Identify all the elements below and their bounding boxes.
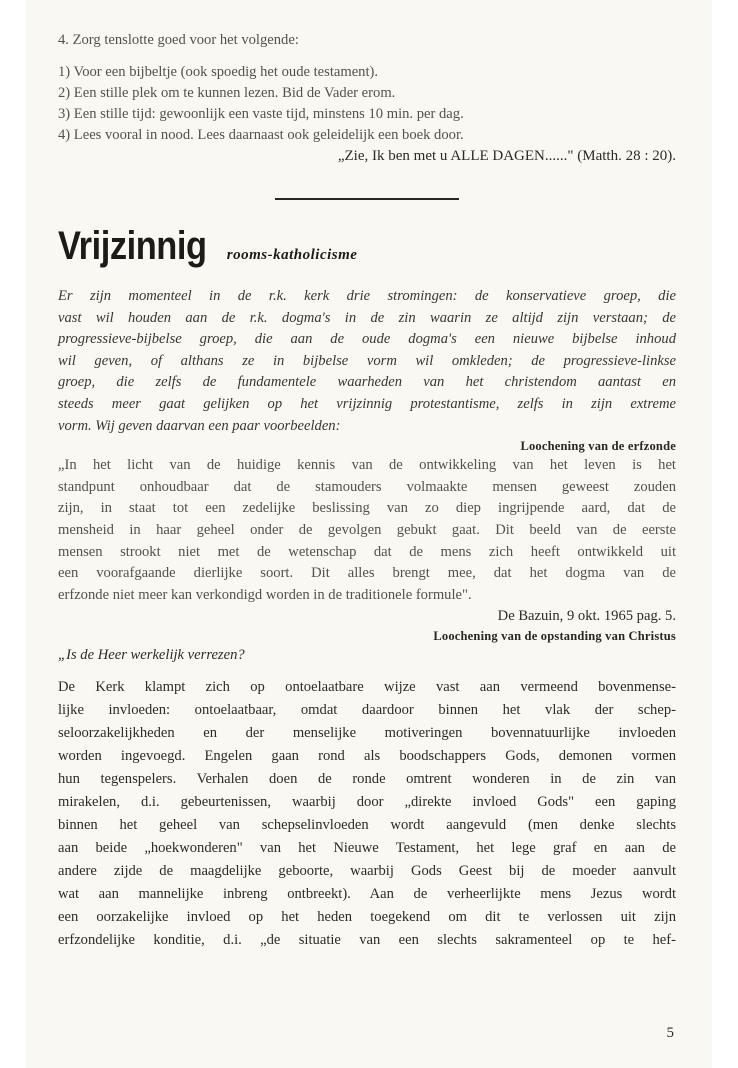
body-line: erfzondelijke konditie, d.i. „de situatie van een slechts sakramenteel op te hef- <box>58 932 676 949</box>
body-line: worden ingevoegd. Engelen gaan rond als boodschappers Gods, demonen vormen <box>58 748 676 765</box>
body-line: mensheid in haar geheel onder de gevolgen gebukt gaat. Dit beeld van de eerste <box>58 521 676 538</box>
body-line: binnen het geheel van schepselinvloeden wordt aangevuld (men denke slechts <box>58 817 676 834</box>
list-item: 2) Een stille plek om te kunnen lezen. Bid de Vader erom. <box>58 85 396 101</box>
body-line: erfzonde niet meer kan verkondigd worden in de traditionele formule". <box>58 586 472 603</box>
body-line: zijn, in staat tot een zedelijke beslissing van zo diep ingrijpende aard, dat de <box>58 500 676 517</box>
body-line: andere zijde de maagdelijke geboorte, waarbij Gods Geest bij de moeder aanvult <box>58 863 676 880</box>
bible-quote: „Zie, Ik ben met u ALLE DAGEN......" (Matth. 28 : 20). <box>337 148 676 164</box>
intro-line: wil geven, of althans ze in bijbelse vorm wil omkleden; de progressieve-linkse <box>58 352 676 369</box>
page-content <box>58 30 676 952</box>
article-headline <box>58 224 676 274</box>
intro-line: groep, die zelfs de fundamentele waarheden van het christendom aantast en <box>58 374 676 391</box>
page-number: 5 <box>666 1025 674 1041</box>
list-item: 4) Lees vooral in nood. Lees daarnaast ook geleidelijk een boek door. <box>58 127 464 143</box>
body-line: De Kerk klampt zich op ontoelaatbare wijze vast aan vermeend bovenmense- <box>58 679 676 696</box>
body-line: standpunt onhoudbaar dat de stamouders volmaakte mensen geweest zouden <box>58 478 676 495</box>
list-item: 1) Voor een bijbeltje (ook spoedig het oude testament). <box>58 64 379 80</box>
section-heading-opstanding: Loochening van de opstanding van Christus <box>433 629 676 644</box>
body-line: seloorzakelijkheden en der menselijke motiveringen bovennatuurlijke invloeden <box>58 725 676 742</box>
body-line: een oorzakelijke invloed op het heden toegekend om dit te verlossen uit zijn <box>58 909 676 926</box>
numbered-point: 4. Zorg tenslotte goed voor het volgende: <box>58 32 299 48</box>
intro-line: vast wil houden aan de r.k. dogma's in de zin waarin ze altijd zijn verstaan; de <box>58 309 676 326</box>
body-line: wat aan mannelijke inbreng ontbreekt). Aan de verheerlijkte mens Jezus wordt <box>58 886 676 903</box>
intro-line: vorm. Wij geven daarvan een paar voorbeelden: <box>58 417 341 434</box>
article-subtitle: rooms-katholicisme <box>226 247 358 263</box>
intro-line: steeds meer gaat gelijken op het vrijzinnig protestantisme, zelfs in zijn extreme <box>58 395 676 412</box>
section-body-opstanding <box>58 676 676 952</box>
body-line: hun tegenspelers. Verhalen doen de ronde omtrent wonderen in de zin van <box>58 771 676 788</box>
document-page <box>26 0 712 1068</box>
advice-list <box>58 62 676 146</box>
body-line: „In het licht van de huidige kennis van de ontwikkeling van het leven is het <box>58 457 676 474</box>
body-line: lijke invloeden: ontoelaatbaar, omdat daardoor binnen het vlak der schep- <box>58 702 676 719</box>
body-line: aan beide „hoekwonderen" van het Nieuwe Testament, het lege graf en aan de <box>58 840 676 857</box>
article-title: Vrijzinnig <box>58 224 207 268</box>
section-question: „Is de Heer werkelijk verrezen? <box>58 647 245 664</box>
body-line: een voorafgaande dierlijke soort. Dit alles brengt mee, dat het dogma van de <box>58 565 676 582</box>
body-line: mensen strookt niet met de wetenschap dat de mens zich heeft ontwikkeld uit <box>58 543 676 560</box>
intro-line: Er zijn momenteel in de r.k. kerk drie stromingen: de konservatieve groep, die <box>58 288 676 304</box>
list-item: 3) Een stille tijd: gewoonlijk een vaste tijd, minstens 10 min. per dag. <box>58 106 464 122</box>
intro-line: progressieve-bijbelse groep, die aan de oude dogma's een nieuwe bijbelse inhoud <box>58 331 676 348</box>
section-heading-erfzonde: Loochening van de erfzonde <box>520 439 676 454</box>
section-divider <box>275 198 459 200</box>
source-citation: De Bazuin, 9 okt. 1965 pag. 5. <box>497 608 676 625</box>
section-body-erfzonde <box>58 455 676 606</box>
body-line: mirakelen, d.i. gebeurtenissen, waarbij door „direkte invloed Gods" een gaping <box>58 794 676 811</box>
article-intro <box>58 286 676 437</box>
